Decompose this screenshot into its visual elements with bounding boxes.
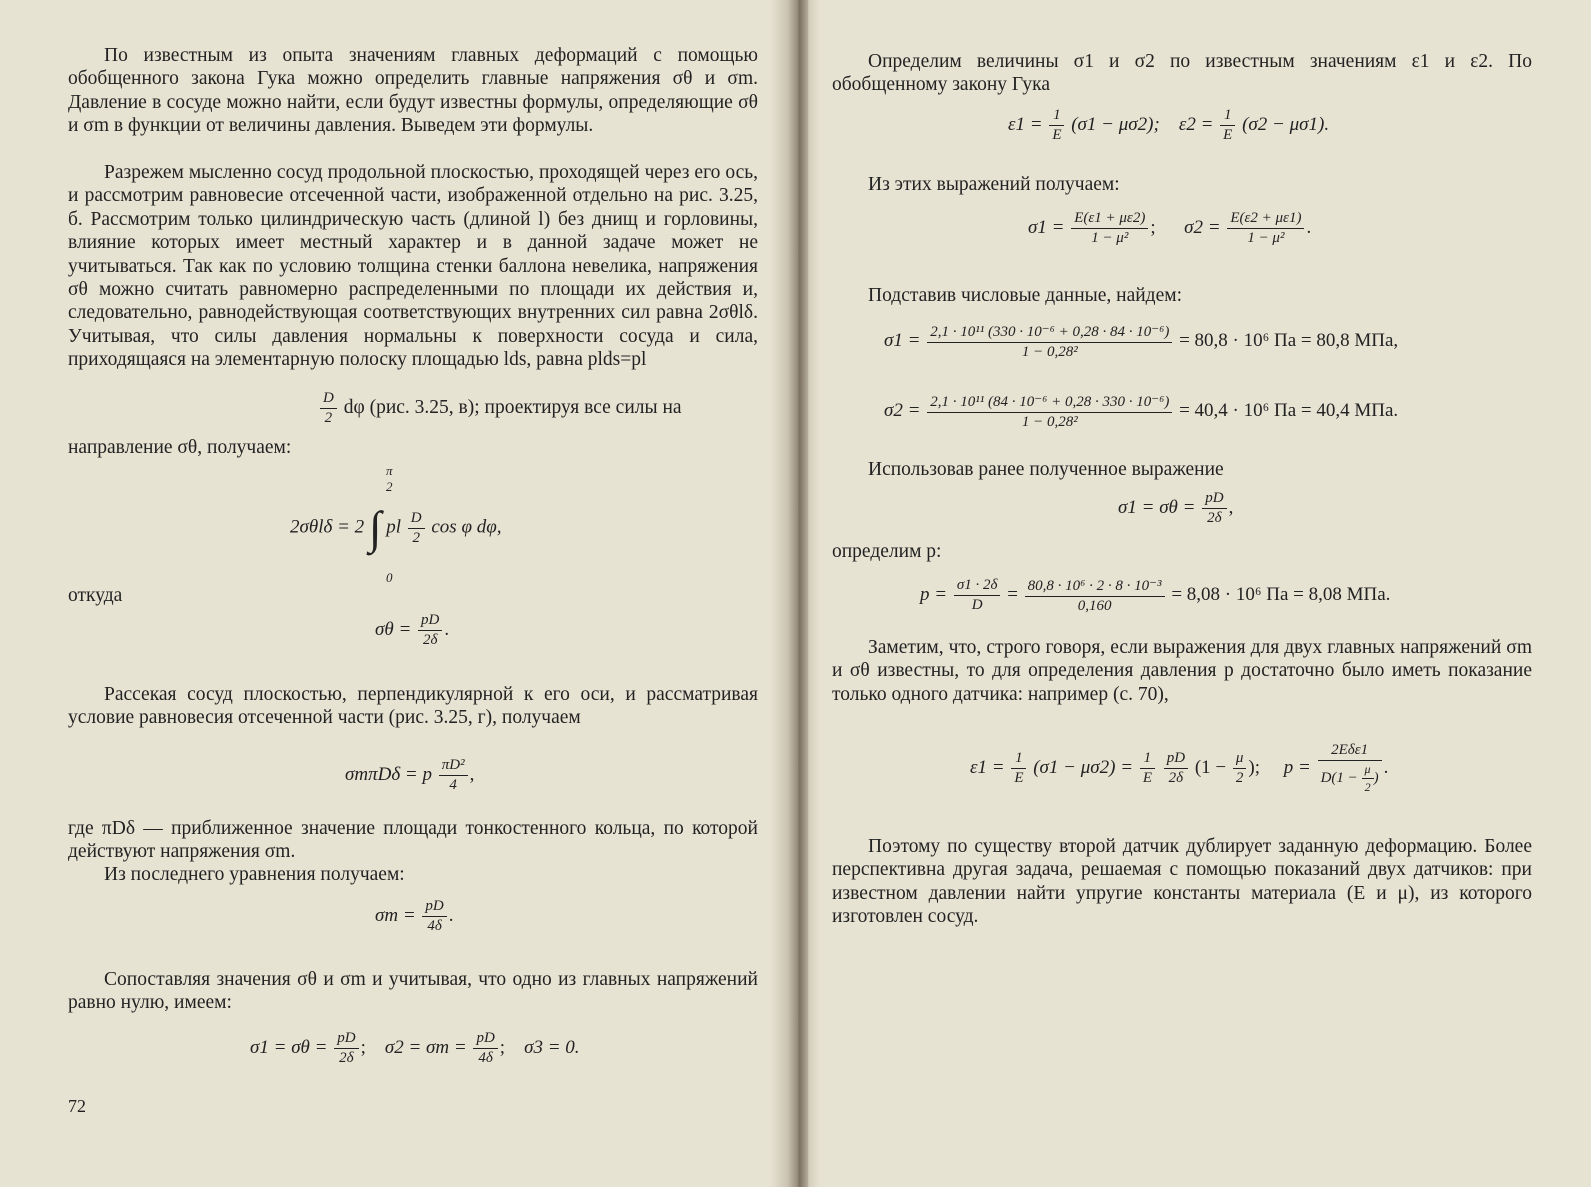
left-paragraph-5: Из последнего уравнения получаем: <box>104 864 405 885</box>
right-paragraph-5: определим p: <box>832 541 942 562</box>
word-otkuda: откуда <box>68 585 123 606</box>
right-paragraph-2: Из этих выражений получаем: <box>868 174 1120 195</box>
left-paragraph-2-tail-a: dφ (рис. 3.25, в); проектируя все силы на <box>343 396 682 418</box>
left-paragraph-2-tail <box>318 390 758 427</box>
right-page <box>808 0 1591 1187</box>
equation-hooke-law: ε1 = $\frac{1}{E}$ (σ1 − μσ2); ε2 = $\frac{1}{E}$ (σ2 − μσ1). <box>1008 107 1330 143</box>
integral-sign: ∫ <box>368 502 382 553</box>
inline-fraction-d-over-2: $\frac{D}{2}$ <box>320 390 337 427</box>
equation-integral: 2σθlδ = 2 ∫ pl $\frac{D}{2}$ cos φ dφ, <box>290 502 502 553</box>
equation-stresses-from-strains: σ1 = $\frac{E(\varepsilon 1 + \mu\varepsilon 2)}{\text{1 − μ²}}$ ; σ2 = $\frac{E(\varepsilon 2 + \mu\varepsilon 1)}{\text{1 − μ²}}$ . <box>1028 210 1312 246</box>
equation-sigma-theta: σθ = $\frac{pD}{2\delta}$ . <box>375 612 450 648</box>
left-paragraph-3: Рассекая сосуд плоскостью, перпендикулярной к его оси, и рассматривая условие равновесия отсеченной части (рис. 3.25, г), получаем <box>68 684 758 729</box>
book-spine-shadow <box>770 0 820 1187</box>
right-paragraph-3: Подставив числовые данные, найдем: <box>868 285 1183 306</box>
right-paragraph-1: Определим величины σ1 и σ2 по известным значениям ε1 и ε2. По обобщенному закону Гука <box>832 51 1532 96</box>
integral-upper-limit: π 2 <box>386 463 393 494</box>
left-paragraph-1: По известным из опыта значениям главных деформаций с помощью обобщенного закона Гука можно определить главные напряжения σθ и σm. Давление в сосуде можно найти, если будут известны формулы, определяющие σθ и σm в функции от величины давления. Выведем эти формулы. <box>68 45 758 137</box>
equation-sigma-1-theta: σ1 = σθ = $\frac{pD}{2\delta}$ , <box>1118 490 1234 526</box>
equation-pressure: p = $\frac{\sigma 1 \cdot 2\delta}{D}$ = $\frac{\text{80,8 · 10⁶ · 2 · 8 · 10⁻³}}{0,160}$ = 8,08 · 10⁶ Па = 8,08 МПа. <box>920 577 1391 614</box>
equation-sigma-2-numeric: σ2 = $\frac{\text{2,1 · 10¹¹ (84 · 10⁻⁶ + 0,28 · 330 · 10⁻⁶)}}{\text{1 − 0,28²}}$ = 40,4 · 10⁶ Па = 40,4 МПа. <box>884 394 1399 430</box>
equation-single-gauge: ε1 = $\frac{1}{E}$ (σ1 − μσ2) = $\frac{1}{E}$ $\frac{pD}{2\delta}$ (1 − $\frac{\mu}{2}$ ); p = 2Eδε1 D(1 − $\frac{\mu}{2}$ ) . <box>970 742 1389 794</box>
equation-sigma-m: σm = $\frac{pD}{4\delta}$ . <box>375 898 454 934</box>
integral-lower-limit: 0 <box>386 570 393 585</box>
left-paragraph-2: Разрежем мысленно сосуд продольной плоскостью, проходящей через его ось, и рассмотрим равновесие отсеченной части, изображенной отдельно на рис. 3.25, б. Рассмотрим только цилиндрическую часть (длиной l) без днищ и горловины, влияние которых имеет местный характер и в данной задаче может не учитываться. Так как по условию толщина стенки баллона невелика, напряжения σθ можно считать равномерно распределенными по площади их действия и, следовательно, равнодействующая соответствующих внутренних сил равна 2σθlδ. Учитывая, что силы давления нормальны к поверхности сосуда и сила, приходящаяся на элементарную полоску площадью lds, равна plds=pl <box>68 162 758 371</box>
right-paragraph-7: Поэтому по существу второй датчик дублирует заданную деформацию. Более перспективна другая задача, решаемая с помощью показаний двух датчиков: при известном давлении найти упругие константы материала (E и μ), из которого изготовлен сосуд. <box>832 836 1532 928</box>
equation-sigma-1-numeric: σ1 = $\frac{\text{2,1 · 10¹¹ (330 · 10⁻⁶ + 0,28 · 84 · 10⁻⁶)}}{\text{1 − 0,28²}}$ = 80,8 · 10⁶ Па = 80,8 МПа, <box>884 324 1399 360</box>
right-paragraph-6: Заметим, что, строго говоря, если выражения для двух главных напряжений σm и σθ известны, то для определения давления p достаточно было иметь показание только одного датчика: например (с. 70), <box>832 637 1532 705</box>
left-paragraph-4: где πDδ — приближенное значение площади тонкостенного кольца, по которой действуют напряжения σm. <box>68 818 758 863</box>
left-paragraph-6: Сопоставляя значения σθ и σm и учитывая, что одно из главных напряжений равно нулю, имеем: <box>68 969 758 1014</box>
right-paragraph-4: Использовав ранее полученное выражение <box>868 459 1224 480</box>
equation-sigma-m-balance: σmπDδ = p $\frac{\text{πD²}}{4}$ , <box>345 757 475 793</box>
equation-principal-stresses: σ1 = σθ = $\frac{pD}{2\delta}$ ; σ2 = σm = $\frac{pD}{4\delta}$ ; σ3 = 0. <box>250 1030 580 1066</box>
page-number: 72 <box>68 1096 86 1116</box>
left-paragraph-2-tail-b: направление σθ, получаем: <box>68 437 292 458</box>
